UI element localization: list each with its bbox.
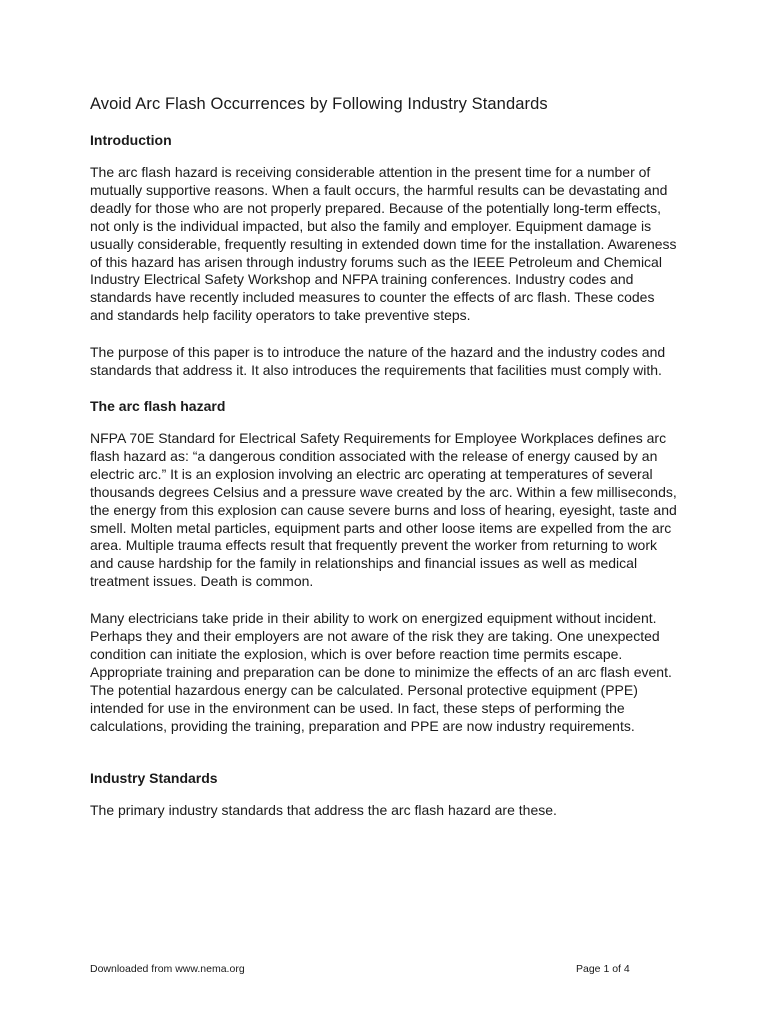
introduction-paragraph-2: The purpose of this paper is to introduce the nature of the hazard and the industry codes and standards that address it. It also introduces the requirements that facilities must comply with. — [90, 344, 666, 379]
section-heading-arc-flash-hazard: The arc flash hazard — [90, 397, 226, 414]
section-heading-introduction: Introduction — [90, 132, 172, 148]
arc-flash-hazard-paragraph-2: Many electricians take pride in their ability to work on energized equipment without incident. Perhaps they and their employers are not aware of the risk they are taking. One unexpected condition can initiate the explosion, which is over before reaction time permits escape. Appropriate training and preparation can be done to minimize the effects of an arc flash event. The potential hazardous energy can be calculated. Personal protective equipment (PPE) intended for use in the environment can be used. In fact, these steps of performing the calculations, providing the training, preparation and PPE are now industry requirements. — [90, 610, 672, 734]
introduction-paragraph-1: The arc flash hazard is receiving considerable attention in the present time for a number of mutually supportive reasons. When a fault occurs, the harmful results can be devastating and deadly for those who are not properly prepared. Because of the potentially long-term effects, not only is the individual impacted, but also the family and employer. Equipment damage is usually considerable, frequently resulting in extended down time for the installation. Awareness of this hazard has arisen through industry forums such as the IEEE Petroleum and Chemical Industry Electrical Safety Workshop and NFPA training conferences. Industry codes and standards have recently included measures to counter the effects of arc flash. These codes and standards help facility operators to take preventive steps. — [90, 164, 677, 324]
document-title: Avoid Arc Flash Occurrences by Following Industry Standards — [90, 95, 548, 113]
industry-standards-paragraph-1: The primary industry standards that address the arc flash hazard are these. — [90, 802, 557, 819]
arc-flash-hazard-paragraph-1: NFPA 70E Standard for Electrical Safety Requirements for Employee Workplaces defines arc flash hazard as: “a dangerous condition associated with the release of energy caused by an electric arc.” It is an explosion involving an electric arc operating at temperatures of several thousands degrees Celsius and a pressure wave created by the arc. Within a few milliseconds, the energy from this explosion can cause severe burns and loss of hearing, eyesight, taste and smell. Molten metal particles, equipment parts and other loose items are expelled from the arc area. Multiple trauma effects result that frequently prevent the worker from returning to work and cause hardship for the family in relationships and financial issues as well as medical treatment issues. Death is common. — [90, 429, 677, 590]
section-heading-industry-standards: Industry Standards — [90, 770, 218, 787]
document-body — [90, 94, 680, 820]
footer-source: Downloaded from www.nema.org — [90, 963, 245, 975]
footer-page-number: Page 1 of 4 — [576, 963, 630, 975]
